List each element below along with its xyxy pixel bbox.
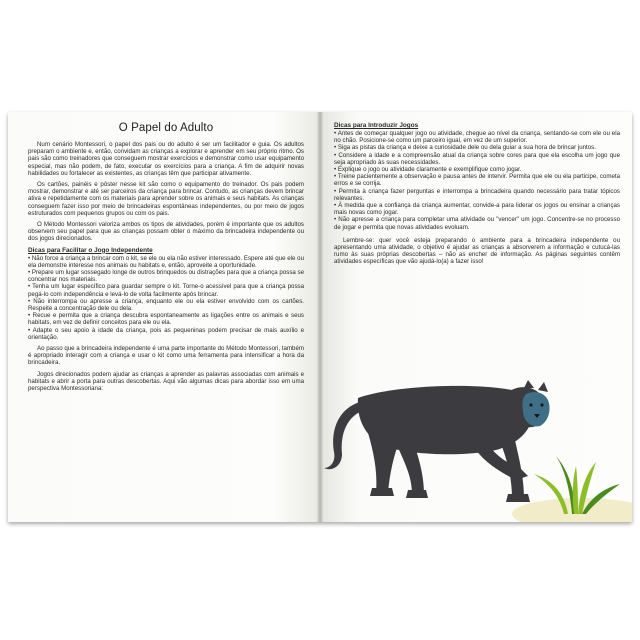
- list-item: • Siga as pistas da criança e deixe a curiosidade dele ou dela guiar a sua hora de brincar juntos.: [334, 144, 596, 152]
- open-book: [8, 112, 632, 522]
- introducing-games-tips-heading: Dicas para Introduzir Jogos: [334, 122, 419, 129]
- paragraph-directed-games: Jogos direcionados podem ajudar as crianças a aprender as palavras associadas com animais e habitats e abrir a porta para outras descobertas. Aqui vão algumas dicas para abordar isso em uma perspectiva Montessoriana:: [28, 370, 304, 393]
- list-item: • Explique o jogo ou atividade claramente e exemplifique como jogar.: [334, 166, 522, 174]
- independent-play-tips-list: [28, 255, 304, 341]
- list-item: • Adapte o seu apoio à idade da criança, pois as pequeninas podem precisar de mais auxílio e orientação.: [28, 326, 304, 341]
- book-spine: [317, 112, 323, 522]
- list-item: • Recue e permita que a criança descubra espontaneamente as ligações entre os animais e seus habitats, em vez de definir conceitos para ele ou ela.: [28, 312, 304, 327]
- independent-play-tips-heading: Dicas para Facilitar o Jogo Independente: [28, 246, 153, 254]
- list-item: • À medida que a confiança da criança aumentar, convide-a para liderar os jogos ou ensinar a crianças mais novas como jogar.: [334, 202, 620, 217]
- right-page: [320, 112, 632, 522]
- paragraph-interaction: Ao passo que a brincadeira independente é uma parte importante do Método Montessori, também é apropriado interagir com a criança e usar o kit como uma ferramenta para intensificar a hora da brincadeira.: [28, 345, 304, 367]
- right-page-content: [334, 122, 620, 270]
- list-item: • Considere a idade e a compreensão atual da criança sobre cores para que ela escolha um jogo que seja apropriado às suas necessidades.: [334, 151, 620, 166]
- list-item: • Permita à criança fazer perguntas e interrompa a brincadeira quando necessário para tratar tópicos relevantes.: [334, 187, 620, 202]
- left-page: [8, 112, 320, 522]
- paragraph-closing-reminder: Lembre-se: quer você esteja preparando o ambiente para a brincadeira independente ou apresentando uma atividade, o objetivo é ajudar as crianças a absorverem a informação e cutucá-las rumo às suas próprias descobertas – não as encher de informação. As páginas seguintes contêm atividades específicas que vão ajudá-lo(a) a fazer isso!: [334, 236, 620, 266]
- list-item: • Não interrompa ou apresse a criança, enquanto ele ou ela estiver envolvido com os cartões. Respeite a concentração dele ou dela.: [28, 297, 304, 313]
- panther-body: [324, 380, 550, 502]
- list-item: • Prepare um lugar sossegado longe de outros brinquedos ou distrações para que a criança possa se concentrar nos materiais.: [28, 269, 304, 284]
- panther-illustration: [320, 364, 632, 522]
- paragraph-role-intro: Num cenário Montessori, o papel dos pais ou do adulto é ser um facilitador e guia. Os adultos preparam o ambiente e, então, convidam as crianças a explorar e aprender em seu próprio ritmo. Os pais são como treinadores que conseguem mostrar exercícios e demonstrar como usar equipamento especial, mas não podem, de fato, executar os exercícios para a criança. A fim de adquirir novas habilidades ou fortalecer as existentes, as crianças têm que participar ativamente.: [28, 141, 304, 177]
- left-page-content: [28, 122, 304, 396]
- list-item: • Não apresse a criança para completar uma atividade ou "vencer" um jogo. Concentre-se no processo de jogar e permita que novas atividades evoluam.: [334, 216, 620, 231]
- paragraph-method-values: O Método Montessori valoriza ambos os tipos de atividades, porém é importante que os adultos observem seu papel para que as crianças possam obter o máximo da brincadeira independente ou dos jogos direcionados.: [28, 221, 304, 243]
- list-item: • Tenha um lugar específico para guardar sempre o kit. Torne-o acessível para que a criança possa pegá-lo com independência e levá-lo de volta facilmente após brincar.: [28, 283, 304, 298]
- paragraph-kit-equipment: Os cartões, painéis e pôster nesse kit são como o equipamento do treinador. Os pais podem mostrar, demonstrar e até ser parceiros da criança para brincar. Contudo, as crianças devem brincar ativa e repetidamente com os materiais para aprender sobre os animais e seus habitats. As crianças conseguem fazer isso por meio de brincadeiras espontâneas independentes, ou por meio de jogos estruturados com pequenos grupos ou com os pais.: [28, 181, 304, 217]
- page-title: O Papel do Adulto: [118, 122, 214, 134]
- list-item: • Antes de começar qualquer jogo ou atividade, chegue ao nível da criança, sentando-se com ele ou ela no chão. Posicione-se como um parceiro igual, em vez de um superior.: [334, 130, 620, 145]
- list-item: • Treine pacientemente a observação e pausa antes de intervir. Permita que ele ou ela participe, cometa erros e se corrija.: [334, 173, 620, 188]
- introducing-games-tips-list: [334, 130, 620, 231]
- list-item: • Não force a criança a brincar com o kit, se ele ou ela não estiver interessado. Espere até que ele ou ela demonstre interesse nos animais ou habitats e, então, aproveite a oportunidade.: [28, 254, 304, 269]
